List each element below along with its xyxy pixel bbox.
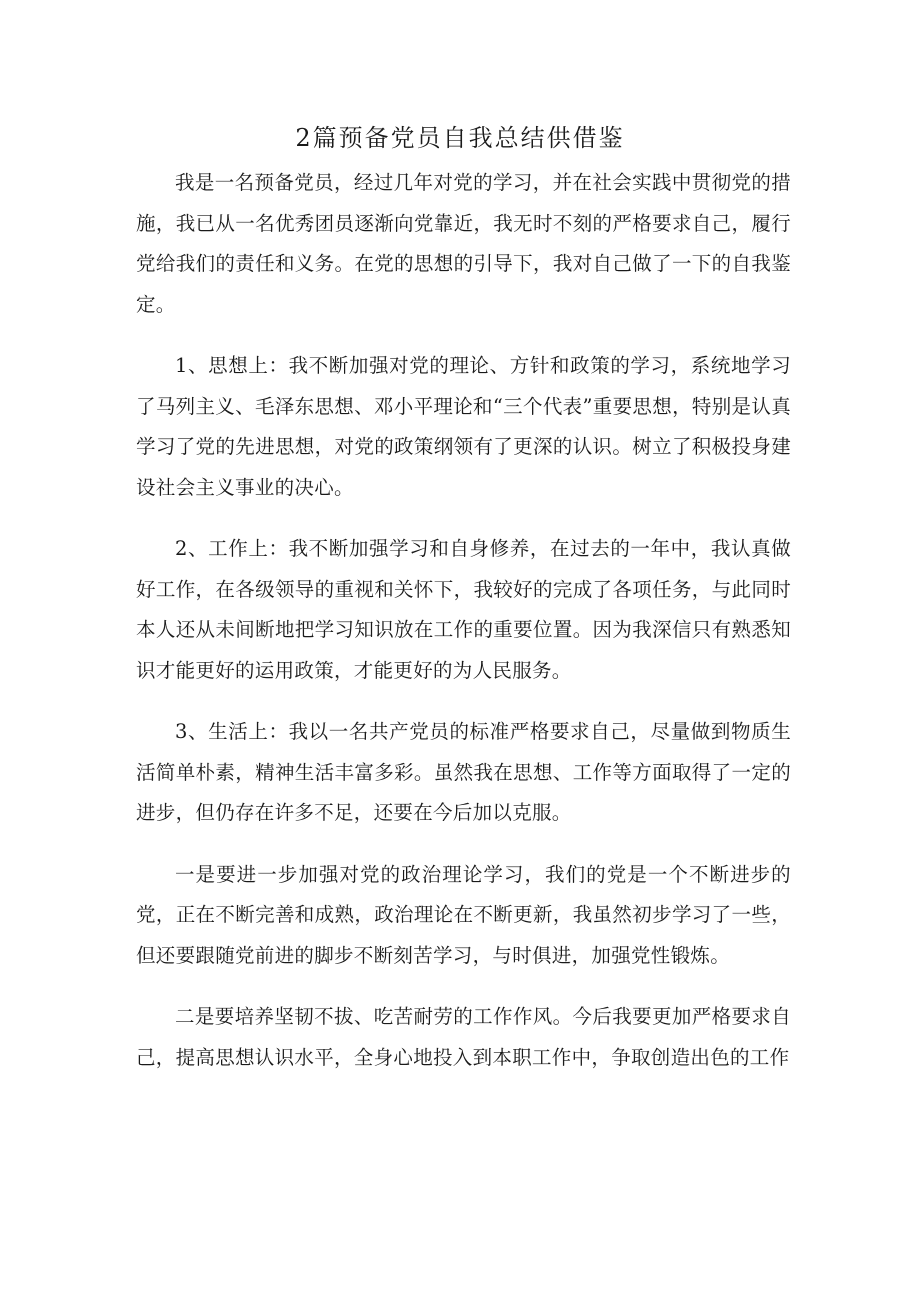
document-body xyxy=(136,163,791,1099)
paragraph-intro: 我是一名预备党员，经过几年对党的学习，并在社会实践中贯彻党的措施，我已从一名优秀团员逐渐向党靠近，我无时不刻的严格要求自己，履行党给我们的责任和义务。在党的思想的引导下，我对自己做了一下的自我鉴定。 xyxy=(136,171,791,316)
paragraph-work: 2、工作上：我不断加强学习和自身修养，在过去的一年中，我认真做好工作，在各级领导的重视和关怀下，我较好的完成了各项任务，与此同时本人还从未间断地把学习知识放在工作的重要位置。因为我深信只有熟悉知识才能更好的运用政策，才能更好的为人民服务。 xyxy=(136,537,791,682)
paragraph-life: 3、生活上：我以一名共产党员的标准严格要求自己，尽量做到物质生活简单朴素，精神生活丰富多彩。虽然我在思想、工作等方面取得了一定的进步，但仍存在许多不足，还要在今后加以克服。 xyxy=(136,720,791,824)
paragraph-point-two: 二是要培养坚韧不拔、吃苦耐劳的工作作风。今后我要更加严格要求自己，提高思想认识水平，全身心地投入到本职工作中，争取创造出色的工作 xyxy=(136,1005,791,1069)
document-title: 2篇预备党员自我总结供借鉴 xyxy=(295,124,625,152)
paragraph-point-one: 一是要进一步加强对党的政治理论学习，我们的党是一个不断进步的党，正在不断完善和成熟，政治理论在不断更新，我虽然初步学习了一些，但还要跟随党前进的脚步不断刻苦学习，与时俱进，加强党性锻炼。 xyxy=(136,862,791,967)
paragraph-thought: 1、思想上：我不断加强对党的理论、方针和政策的学习，系统地学习了马列主义、毛泽东思想、邓小平理论和“三个代表”重要思想，特别是认真学习了党的先进思想，对党的政策纲领有了更深的认识。树立了积极投身建设社会主义事业的决心。 xyxy=(136,354,791,499)
